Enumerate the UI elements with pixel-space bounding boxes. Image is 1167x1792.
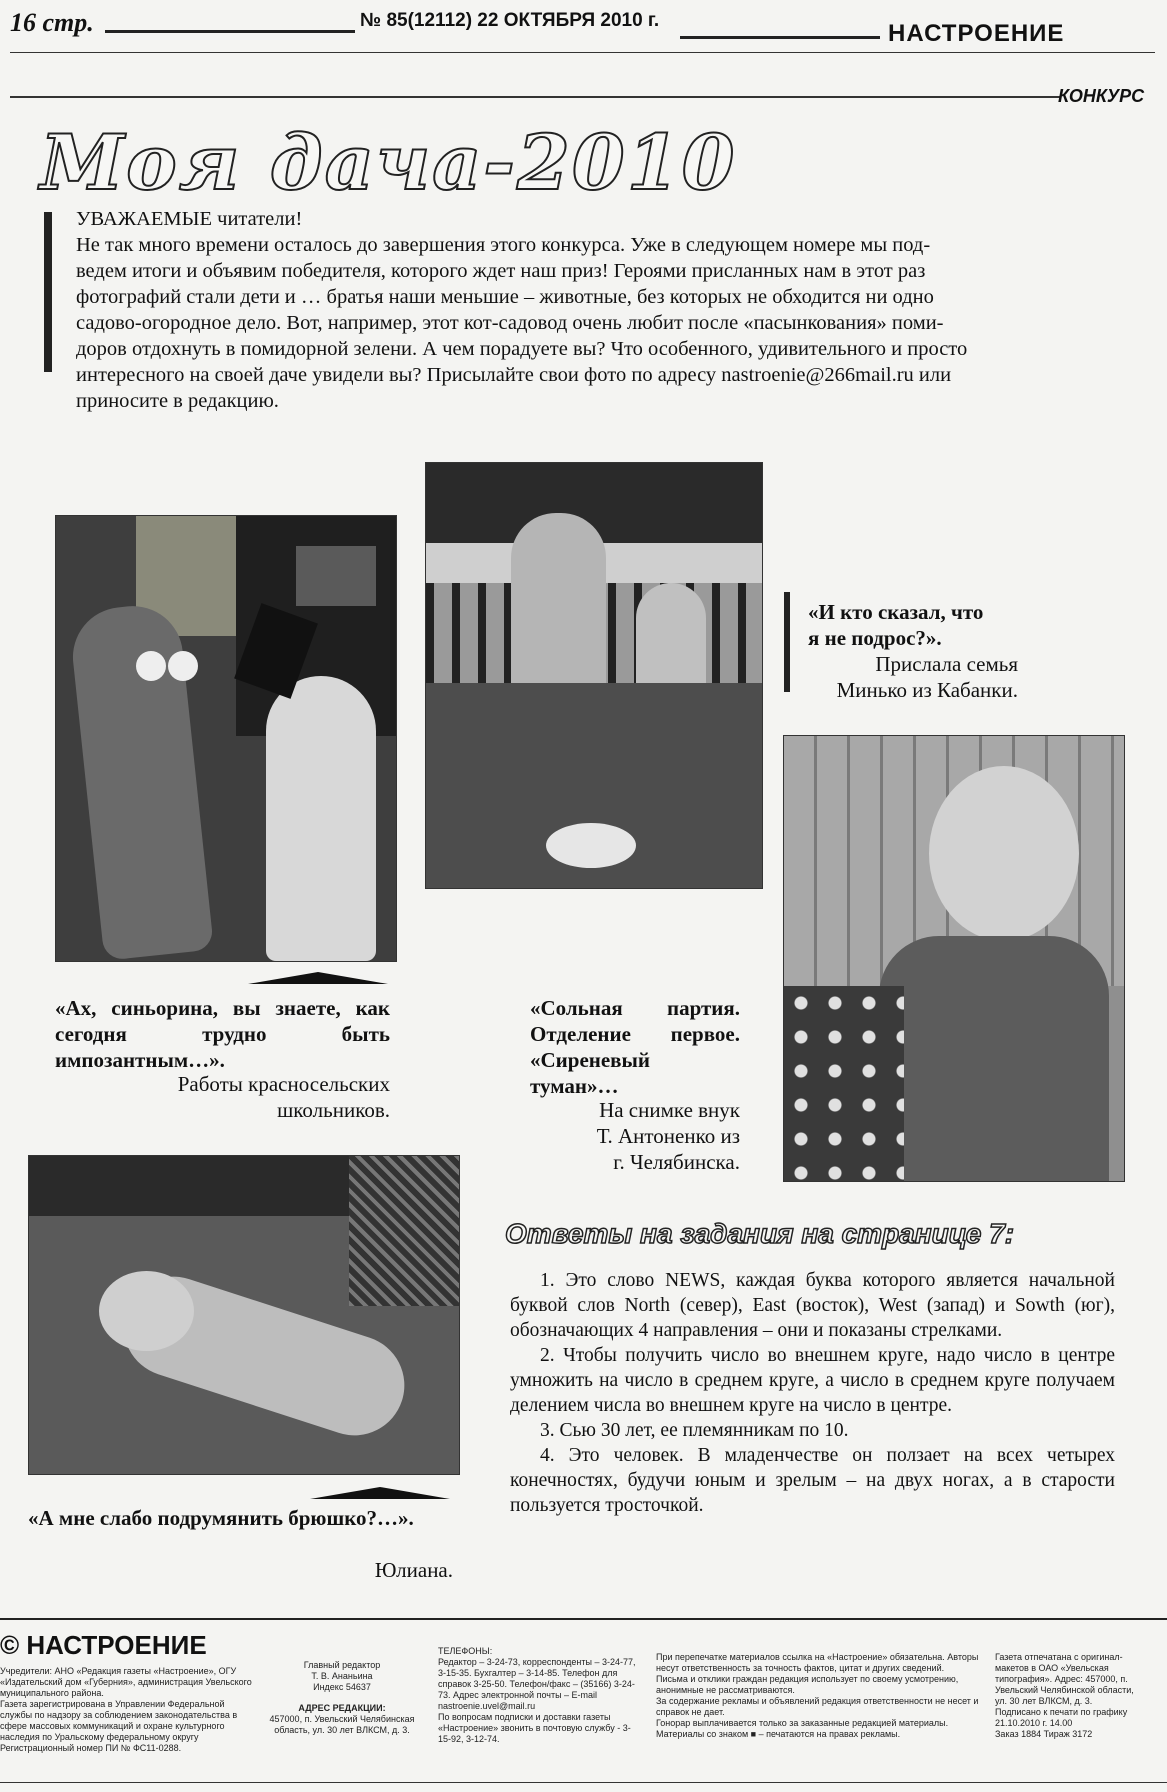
- caption-2-quote: «Сольная партия. Отделение первое. «Сиреневый туман»…: [530, 996, 740, 1098]
- intro-line: приносите в редакцию.: [76, 390, 279, 412]
- intro-greeting: УВАЖАЕМЫЕ читатели!: [76, 208, 303, 230]
- page-title: Моя дача-2010: [40, 118, 737, 207]
- section-label: КОНКУРС: [1058, 86, 1145, 106]
- section-rule: [10, 96, 1060, 98]
- caption-2-credit: Т. Антоненко из: [596, 1124, 740, 1148]
- newspaper-name: НАСТРОЕНИЕ: [888, 20, 1065, 47]
- page-number: 16 стр.: [10, 8, 94, 37]
- intro-line: фотографий стали дети и … братья наши меньшие – животные, без которых не обходится ни одно: [76, 286, 934, 308]
- intro-line: ведем итоги и объявим победителя, которого ждет наш приз! Героями присланных нам в этот раз: [76, 260, 926, 282]
- answer-item: 4. Это человек. В младенчестве он ползает на всех четырех конечностях, будучи юным и зрелым – на двух ногах, а в старости пользуется тросточкой.: [510, 1445, 1115, 1516]
- caption-4-credit: Юлиана.: [374, 1558, 453, 1582]
- answers-list: [510, 1268, 1115, 1518]
- header-rule-left: [105, 30, 355, 33]
- answer-item: 1. Это слово NEWS, каждая буква которого является начальной буквой слов North (север), East (восток), West (запад) и Sowth (юг), обозначающих 4 направления – они и показаны стрелками.: [510, 1270, 1115, 1341]
- caption-2-credit: На снимке внук: [599, 1098, 740, 1122]
- caption-1-quote: «Ах, синьорина, вы знаете, как сегодня трудно быть импозантным…».: [55, 996, 390, 1072]
- intro-text: [76, 206, 1131, 414]
- footer-print: Газета отпечатана с оригинал-макетов в ОАО «Увельская типография». Адрес: 457000, п. Увельский Челябинской области, ул. 30 лет ВЛКСМ, д. 3. Подписано к печати по графику 21.10.2010 г. 14.00 Заказ 1884 Тираж 3172: [995, 1652, 1134, 1739]
- caption-3-quote: я не подрос?».: [808, 626, 942, 650]
- answer-item: 3. Сью 30 лет, ее племянникам по 10.: [540, 1420, 849, 1441]
- caption-1-credit: Работы красносельских: [177, 1072, 390, 1096]
- footer-phones: ТЕЛЕФОНЫ: Редактор – 3-24-73, корреспонденты – 3-24-77, 3-15-35. Бухгалтер – 3-14-85. Телефон для справок 3-25-50. Телефон/факс – (35166) 3-24-73. Адрес электронной почты – E-mail nastroenie.uvel@mail.ru По вопросам подписки и доставки газеты «Настроение» звонить в почтовую службу - 3-15-92, 3-12-74.: [438, 1646, 636, 1744]
- header-rule-right: [680, 36, 880, 39]
- intro-line: доров отдохнуть в помидорной зелени. А чем порадуете вы? Что особенного, удивительного и просто: [76, 338, 968, 360]
- footer-editor: Главный редактор Т. В. Ананьина Индекс 54637 АДРЕС РЕДАКЦИИ: 457000, п. Увельский Челябинская область, ул. 30 лет ВЛКСМ, д. 3.: [269, 1660, 415, 1735]
- top-border: [10, 52, 1155, 53]
- intro-bar: [44, 212, 52, 372]
- caption-3-quote: «И кто сказал, что: [808, 600, 984, 624]
- answer-item: 2. Чтобы получить число во внешнем круге, надо число в центре умножить на число в среднем круге, а число в среднем круге получаем делением числа во внешнем круге на число в центре.: [510, 1345, 1115, 1416]
- answers-heading: Ответы на задания на странице 7:: [505, 1218, 1015, 1249]
- footer-founders: Учредители: АНО «Редакция газеты «Настроение», ОГУ «Издательский дом «Губерния», администрация Увельского муниципального района. Газета зарегистрирована в Управлении Федеральной службы по надзору за соблюдением законодательства в сфере массовых коммуникаций и охране культурного наследия по Уральскому федеральному округу Регистрационный номер ПИ № ФС11-0288.: [0, 1666, 252, 1753]
- intro-line: садово-огородное дело. Вот, например, этот кот-садовод очень любит после «пасынкования» поми-: [76, 312, 944, 334]
- footer-bottom-rule: [0, 1782, 1167, 1783]
- divider-ornament: [310, 1487, 450, 1499]
- intro-line: интересного на своей даче увидели вы? Присылайте свои фото по адресу nastroenie@266mail.ru или: [76, 364, 952, 386]
- intro-line: Не так много времени осталось до завершения этого конкурса. Уже в следующем номере мы под-: [76, 234, 931, 256]
- photo-cat: [28, 1155, 460, 1475]
- footer-logo: © НАСТРОЕНИЕ: [0, 1630, 207, 1660]
- caption-3-credit: Минько из Кабанки.: [836, 678, 1018, 702]
- caption-1-credit: школьников.: [277, 1098, 390, 1122]
- caption-4-quote: «А мне слабо подрумянить брюшко?…».: [28, 1506, 414, 1530]
- caption-2-credit: г. Челябинска.: [613, 1150, 740, 1174]
- photo-sculptures: [55, 515, 397, 962]
- caption-3-bar: [784, 592, 790, 692]
- caption-3-credit: Прислала семья: [875, 652, 1018, 676]
- issue-line: № 85(12112) 22 ОКТЯБРЯ 2010 г.: [360, 10, 660, 31]
- photo-boys-fence: [425, 462, 763, 889]
- footer-legal: При перепечатке материалов ссылка на «Настроение» обязательна. Авторы несут ответственность за точность фактов, цитат и других сведений. Письма и отклики граждан редакция использует по своему усмотрению, анонимные не рассматриваются. За содержание рекламы и объявлений редакция ответственности не несет и справок не дает. Гонорар выплачивается только за заказанные редакцией материалы. Материалы со знаком ■ – печатаются на правах рекламы.: [656, 1652, 979, 1739]
- photo-toddler: [783, 735, 1125, 1182]
- footer-rule: [0, 1618, 1167, 1620]
- divider-ornament: [248, 972, 388, 984]
